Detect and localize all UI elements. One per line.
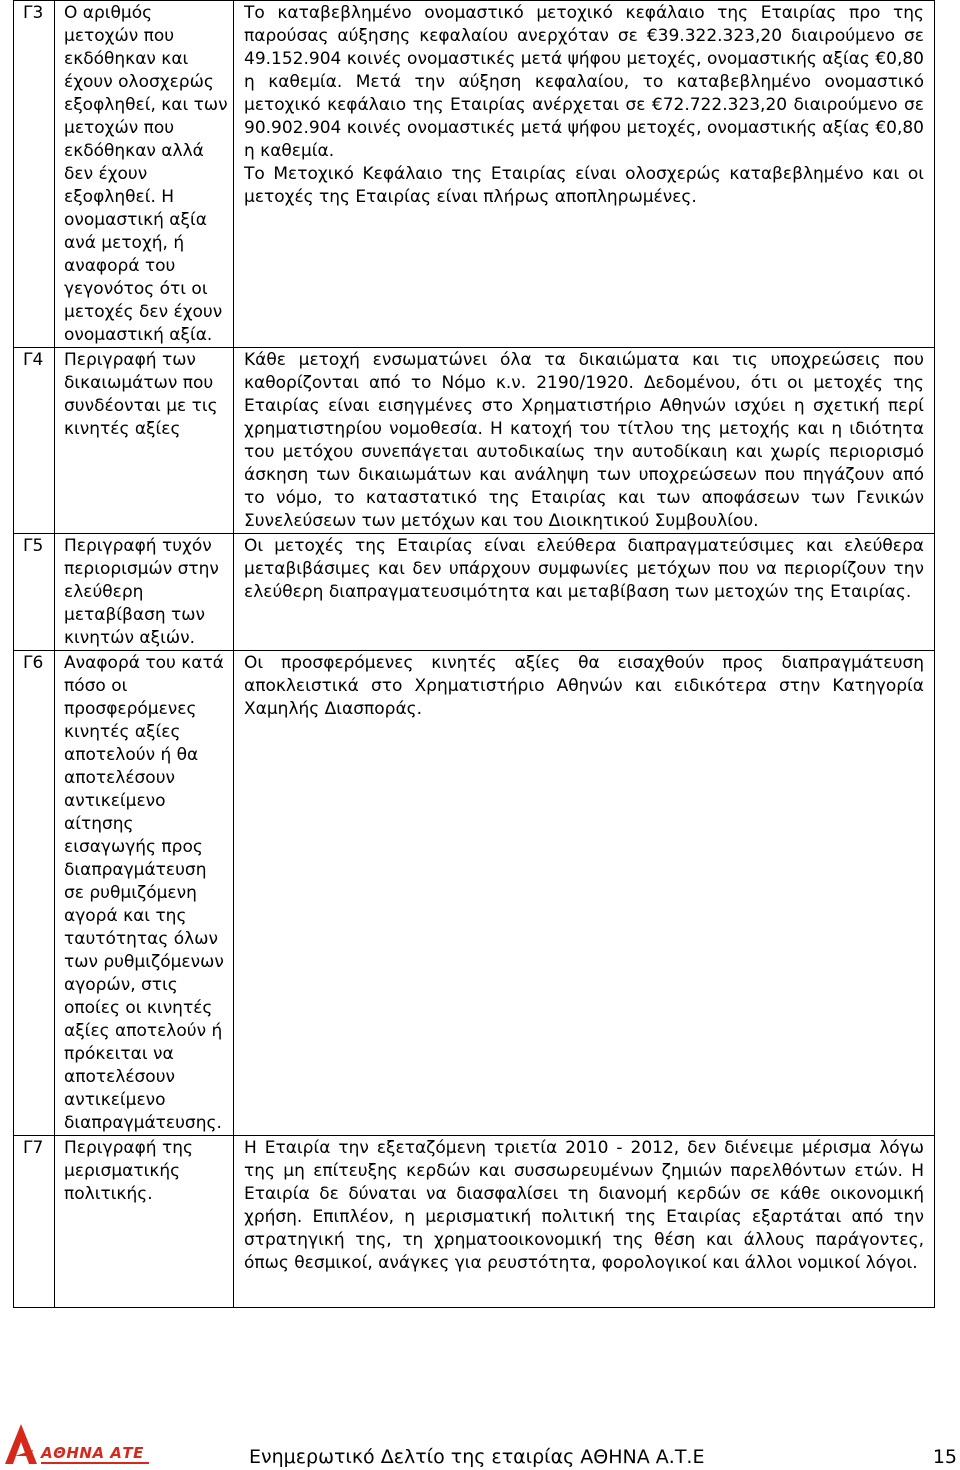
row-information — [234, 1, 935, 348]
row-description: Ο αριθμός μετοχών που εκδόθηκαν και έχουν ολοσχερώς εξοφληθεί, και των μετοχών που εκδόθηκαν αλλά δεν έχουν εξοφληθεί. Η ονομαστική αξία ανά μετοχή, ή αναφορά του γεγονότος ότι οι μετοχές δεν έχουν ονομαστική αξία. — [55, 1, 234, 348]
company-logo — [3, 1420, 153, 1466]
paragraph: Το καταβεβλημένο ονομαστικό μετοχικό κεφάλαιο της Εταιρίας προ της παρούσας αύξησης κεφαλαίου ανερχόταν σε €39.322.323,20 διαιρούμενο σε 49.152.904 κοινές ονομαστικές μετά ψήφου μετοχές, ονομαστικής αξίας €0,80 η καθεμία. Μετά την αύξηση κεφαλαίου, το καταβεβλημένο ονομαστικό μετοχικό κεφάλαιο της Εταιρίας ανέρχεται σε €72.722.323,20 διαιρούμενο σε 90.902.904 κοινές ονομαστικές μετά ψήφου μετοχές, ονομαστικής αξίας €0,80 η καθεμία. — [244, 3, 924, 161]
row-code: Γ3 — [14, 1, 55, 348]
table-row — [14, 534, 935, 651]
row-description: Περιγραφή τυχόν περιορισμών στην ελεύθερη μεταβίβαση των κινητών αξιών. — [55, 534, 234, 651]
row-information — [234, 348, 935, 534]
paragraph: Το Μετοχικό Κεφάλαιο της Εταιρίας είναι ολοσχερώς καταβεβλημένο και οι μετοχές της Εταιρίας είναι πλήρως αποπληρωμένες. — [244, 164, 924, 207]
table-row — [14, 651, 935, 1136]
paragraph: Οι μετοχές της Εταιρίας είναι ελεύθερα διαπραγματεύσιμες και ελεύθερα μεταβιβάσιμες και δεν υπάρχουν συμφωνίες μετόχων που να περιορίζουν την ελεύθερη διαπραγματευσιμότητα και μεταβίβαση των μετοχών της Εταιρίας. — [244, 536, 924, 602]
row-code: Γ5 — [14, 534, 55, 651]
row-information — [234, 1136, 935, 1308]
logo-text: ΑΘΗΝΑ ΑΤΕ — [41, 1444, 144, 1462]
table-row — [14, 1136, 935, 1308]
summary-table — [13, 0, 935, 1308]
row-information — [234, 534, 935, 651]
logo-underline — [41, 1462, 149, 1464]
row-description: Αναφορά του κατά πόσο οι προσφερόμενες κινητές αξίες αποτελούν ή θα αποτελέσουν αντικείμενο αίτησης εισαγωγής προς διαπραγμάτευση σε ρυθμιζόμενη αγορά και της ταυτότητας όλων των ρυθμιζόμενων αγορών, στις οποίες οι κινητές αξίες αποτελούν ή πρόκειται να αποτελέσουν αντικείμενο διαπραγμάτευσης. — [55, 651, 234, 1136]
table-row — [14, 348, 935, 534]
row-code: Γ6 — [14, 651, 55, 1136]
table-row — [14, 1, 935, 348]
paragraph: Η Εταιρία την εξεταζόμενη τριετία 2010 - 2012, δεν διένειμε μέρισμα λόγω της μη επίτευξης κερδών και συσσωρευμένων ζημιών παρελθόντων ετών. Η Εταιρία δε δύναται να διασφαλίσει τη διανομή κερδών σε κάθε οικονομική χρήση. Επιπλέον, η μερισματική πολιτική της Εταιρίας εξαρτάται από την στρατηγική της, τη χρηματοοικονομική της θέση και άλλους παράγοντες, όπως θεσμικοί, ανάγκες για ρευστότητα, φορολογικοί και άλλοι νομικοί λόγοι. — [244, 1138, 924, 1273]
row-code: Γ7 — [14, 1136, 55, 1308]
row-description: Περιγραφή των δικαιωμάτων που συνδέονται με τις κινητές αξίες — [55, 348, 234, 534]
row-code: Γ4 — [14, 348, 55, 534]
row-description: Περιγραφή της μερισματικής πολιτικής. — [55, 1136, 234, 1308]
paragraph: Οι προσφερόμενες κινητές αξίες θα εισαχθούν προς διαπραγμάτευση αποκλειστικά στο Χρηματιστήριο Αθηνών και ειδικότερα στην Κατηγορία Χαμηλής Διασποράς. — [244, 653, 924, 719]
row-information — [234, 651, 935, 1136]
footer-title: Ενημερωτικό Δελτίο της εταιρίας ΑΘΗΝΑ Α.Τ.Ε — [249, 1446, 705, 1468]
paragraph: Κάθε μετοχή ενσωματώνει όλα τα δικαιώματα και τις υποχρεώσεις που καθορίζονται από το Νόμο κ.ν. 2190/1920. Δεδομένου, ότι οι μετοχές της Εταιρίας είναι εισηγμένες στο Χρηματιστήριο Αθηνών ισχύει η σχετική περί χρηματιστηρίου νομοθεσία. Η κατοχή του τίτλου της μετοχής και η ιδιότητα του μετόχου συνεπάγεται αυτοδικαίως την αυτοδίκαιη και χωρίς περιορισμό άσκηση των δικαιωμάτων και ανάληψη των υποχρεώσεων που πηγάζουν από το νόμο, το καταστατικό της Εταιρίας και των αποφάσεων των Γενικών Συνελεύσεων των μετόχων και του Διοικητικού Συμβουλίου. — [244, 350, 924, 531]
page-number: 15 — [932, 1446, 957, 1468]
page-footer — [0, 1418, 960, 1470]
